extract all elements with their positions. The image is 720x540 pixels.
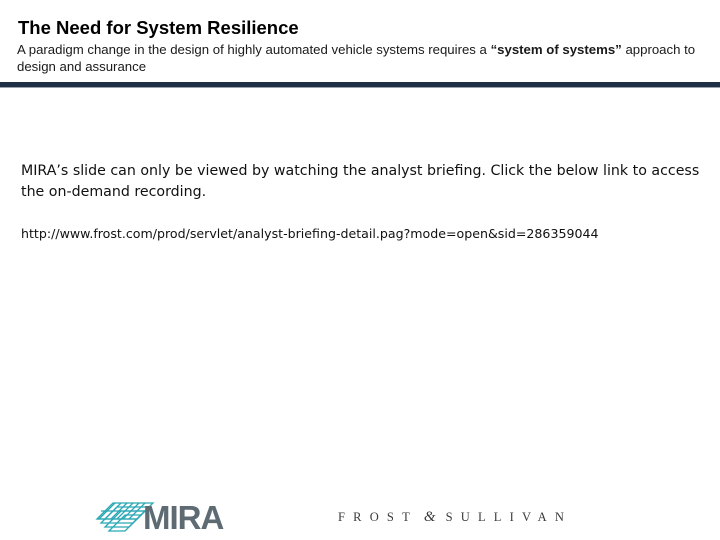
fs-logo-ampersand: & bbox=[423, 509, 436, 525]
subtitle-text-end: approach to design and assurance bbox=[17, 42, 696, 74]
subtitle-emphasis: “system of systems” bbox=[490, 42, 622, 57]
fs-logo-right: SULLIVAN bbox=[445, 510, 573, 524]
briefing-link[interactable]: http://www.frost.com/prod/servlet/analyst-briefing-detail.pag?mode=open&sid=286359044 bbox=[21, 226, 599, 241]
mira-logo-text: MIRA bbox=[143, 499, 224, 536]
subtitle-text: A paradigm change in the design of highly automated vehicle systems requires a bbox=[17, 42, 491, 57]
slide-subtitle bbox=[17, 41, 707, 75]
briefing-message: MIRA’s slide can only be viewed by watching the analyst briefing. Click the below link to access the on-demand recording. bbox=[21, 163, 700, 200]
header-divider-shadow bbox=[0, 87, 720, 88]
fs-logo-left: FROST bbox=[338, 510, 418, 524]
frost-sullivan-logo bbox=[338, 509, 572, 526]
slide-title: The Need for System Resilience bbox=[18, 17, 299, 38]
